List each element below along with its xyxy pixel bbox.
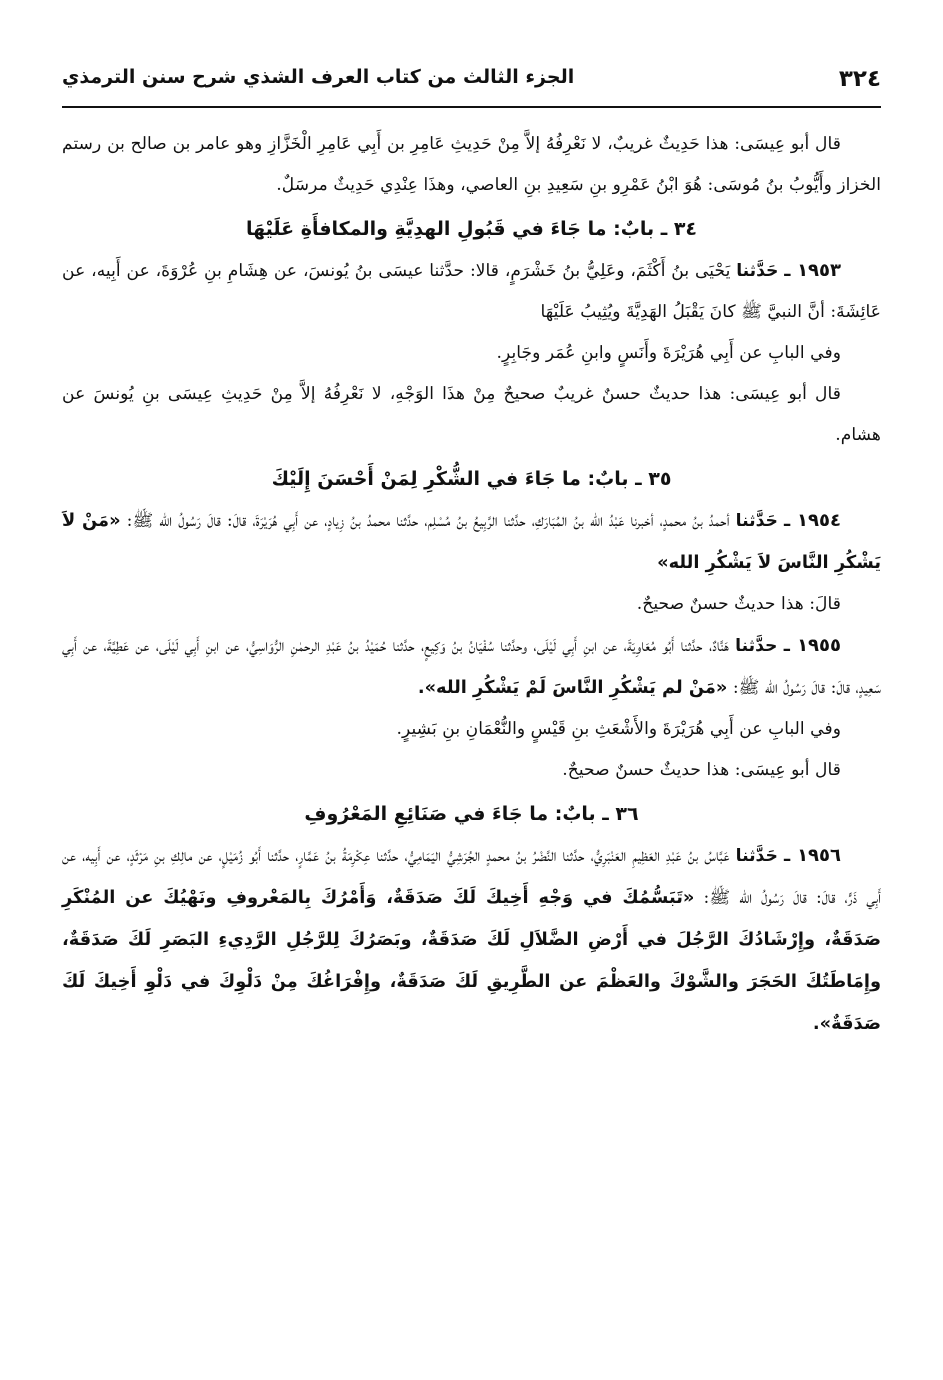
hadith-1953 bbox=[62, 250, 881, 333]
hadith-number: ١٩٥٦ ـ bbox=[783, 845, 842, 866]
hadith-opening: حدَّثنا bbox=[735, 636, 778, 656]
hadith-1955 bbox=[62, 625, 881, 709]
hadith-text: هَنَّادٌ، حدَّثنا أَبُو مُعَاوِيَةَ، عن ابنِ أَبِي لَيْلَى، وحدَّثنا سُفْيَانُ بنُ وَكِيعٍ، حدَّثنا حُمَيْدُ بنُ عَبْدِ الرحمٰنِ الرُّوَاسِيُّ، عن ابنِ أَبِي لَيْلَى، عن عَطِيَّةَ، عن أَبِي سَعِيدٍ، قالَ: قالَ رَسُولُ الله ﷺ: bbox=[62, 636, 881, 698]
chapter-heading-36: ٣٦ ـ بابٌ: ما جَاءَ في صَنَائِعِ المَعْرُوفِ bbox=[304, 803, 639, 825]
hadith-text: أحمدُ بنُ محمدٍ، أخبرنا عَبْدُ الله بنُ المُبَارَكِ، حدَّثنا الرَّبِيعُ بنُ مُسْلِم، حدَّثنا محمدُ بنُ زِيادٍ، عن أَبِي هُرَيْرَةَ، قالَ: قالَ رَسُولُ الله ﷺ: bbox=[126, 511, 730, 531]
bab-note-paragraph: وفي البابِ عن أَبِي هُرَيْرَةَ والأَشْعَثِ بنِ قَيْسٍ والنُّعْمَانِ بنِ بَشِيرٍ. bbox=[396, 719, 841, 739]
hadith-matn: «مَنْ لم يَشْكُرِ النَّاسَ لَمْ يَشْكُرِ الله». bbox=[417, 677, 728, 698]
chapter-heading-35: ٣٥ ـ بابٌ: ما جَاءَ في الشُّكْرِ لِمَنْ أَحْسَنَ إِلَيْكَ bbox=[271, 468, 672, 490]
commentary-paragraph-1: قال أبو عِيسَى: هذا حَدِيثٌ غريبٌ، لا نَعْرِفُهُ إلاَّ مِنْ حَدِيثِ عَامِرِ بن أَبِي عَامِرِ الْخَزَّازِ وهو عامر بن صالح بن رستم الخزاز وأَيُّوبُ بنُ مُوسَى: هُوَ ابْنُ عَمْرِو بنِ سَعِيدِ بنِ العاصي، وهذَا عِنْدِي حَدِيثٌ مرسَلٌ. bbox=[62, 134, 881, 195]
hadith-1954 bbox=[62, 500, 881, 584]
hadith-number: ١٩٥٣ ـ bbox=[784, 260, 842, 281]
page-header bbox=[62, 60, 881, 108]
hadith-text: عَبَّاسُ بنُ عَبْدِ العَظِيمِ العَنْبَرِيُّ، حدَّثنا النَّضْرُ بنُ محمدٍ الجُرَشِيُّ اليَمَامِيُّ، حدَّثنا عِكْرِمَةُ بنُ عَمَّارٍ، حدَّثنا أَبُو زُمَيْلٍ، عن مالِكِ بنِ مَرْثَدٍ، عن أَبِيه، عن أَبِي ذَرٍّ، قالَ: قالَ رَسُولُ الله ﷺ: bbox=[62, 846, 881, 908]
page-number: ٣٢٤ bbox=[838, 66, 881, 92]
hadith-opening: حَدَّثنا bbox=[735, 846, 778, 866]
grading-paragraph: قال أبو عِيسَى: هذا حديثٌ حسنٌ صحيحٌ. bbox=[562, 760, 841, 780]
hadith-1956 bbox=[62, 835, 881, 1045]
grading-paragraph: قال أبو عِيسَى: هذا حديثٌ حسنٌ غريبٌ صحيحٌ مِنْ هذَا الوَجْهِ، لا نَعْرِفُهُ إلاَّ مِنْ حَدِيثِ عِيسَى بنِ يُونسَ عن هشام. bbox=[62, 384, 881, 445]
hadith-opening: حَدَّثنا bbox=[735, 511, 778, 531]
hadith-matn: «تَبَسُّمُكَ في وَجْهِ أَخِيكَ لَكَ صَدَقَةٌ، وَأَمْرُكَ بِالمَعْروفِ ونَهْيُكَ عن المُنْكَرِ صَدَقَةٌ، وإِرْشَادُكَ الرَّجُلَ في أَرْضِ الضَّلاَلِ لَكَ صَدَقَةٌ، وبَصَرُكَ لِلرَّجُلِ الرَّدِيءِ البَصَرِ لَكَ صَدَقَةٌ، وإِمَاطَتُكَ الحَجَرَ والشَّوْكَ والعَظْمَ عن الطَّرِيقِ لَكَ صَدَقَةٌ، وإِفْرَاغُكَ مِنْ دَلْوِكَ في دَلْوِ أَخِيكَ لَكَ صَدَقَةٌ». bbox=[62, 887, 881, 1034]
hadith-matn: «مَنْ لاَ يَشْكُرِ النَّاسَ لاَ يَشْكُرِ الله» bbox=[62, 510, 881, 573]
bab-note-paragraph: وفي البابِ عن أَبِي هُرَيْرَةَ وأَنَسٍ وابنِ عُمَر وجَابِرٍ. bbox=[496, 343, 841, 363]
hadith-number: ١٩٥٤ ـ bbox=[784, 510, 841, 531]
book-page bbox=[62, 60, 881, 1352]
page-body bbox=[62, 108, 881, 1045]
hadith-opening: حَدَّثنا bbox=[736, 261, 779, 281]
chapter-heading-34: ٣٤ ـ بابٌ: ما جَاءَ في قَبُولِ الهدِيَّةِ والمكافأَةِ عَلَيْهَا bbox=[245, 218, 698, 240]
running-title: الجزء الثالث من كتاب العرف الشذي شرح سنن الترمذي bbox=[62, 66, 575, 88]
hadith-number: ١٩٥٥ ـ bbox=[783, 635, 842, 656]
hadith-text: يَحْيَى بنُ أَكْثَمَ، وعَلِيُّ بنُ خَشْرَمٍ، قالا: حدَّثنا عيسَى بنُ يُونسَ، عن هِشَامِ بنِ عُرْوَةَ، عن أَبِيه، عن عَائِشَةَ: أنَّ النبيَّ ﷺ كانَ يَقْبَلُ الهَدِيَّةَ ويُثِيبُ عَلَيْهَا bbox=[62, 261, 881, 322]
grading-paragraph: قالَ: هذا حديثٌ حسنٌ صحيحٌ. bbox=[636, 594, 841, 614]
